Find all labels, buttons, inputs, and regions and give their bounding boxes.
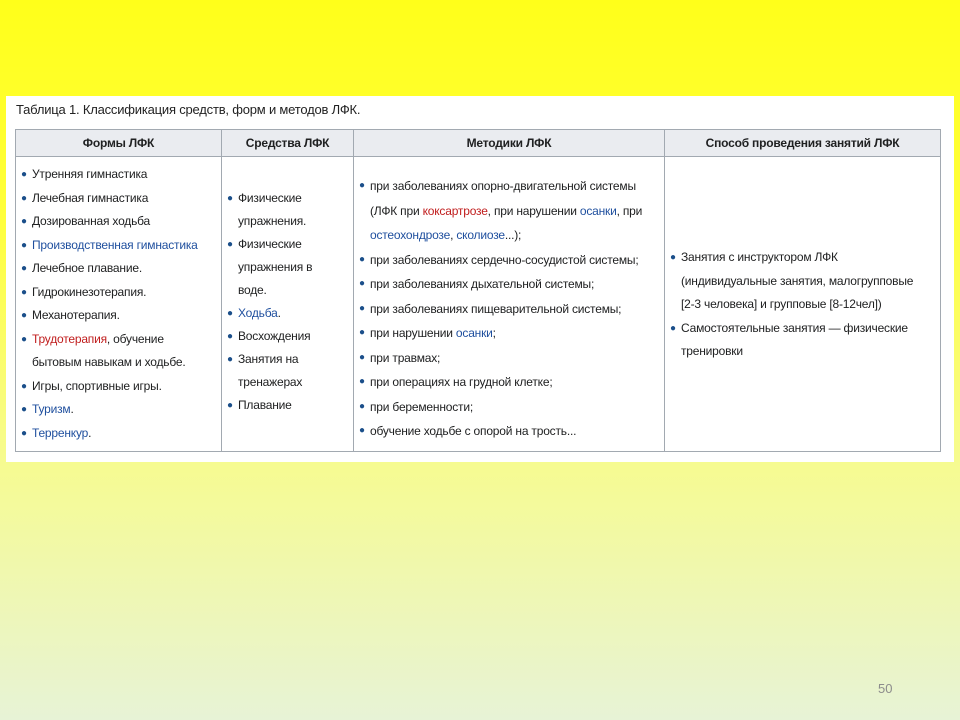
list-item: ● Утренняя гимнастика xyxy=(16,163,221,187)
link-occupational-therapy[interactable]: Трудотерапия xyxy=(32,331,107,346)
link-posture[interactable]: осанки xyxy=(579,203,617,218)
header-conduct: Способ проведения занятий ЛФК xyxy=(665,130,941,157)
list-item: ● Дозированная ходьба xyxy=(16,210,221,234)
table-caption: Таблица 1. Классификация средств, форм и методов ЛФК. xyxy=(16,102,361,117)
conduct-cell xyxy=(665,157,941,452)
bullet-icon: ● xyxy=(359,253,365,265)
bullet-icon: ● xyxy=(21,310,27,321)
list-item xyxy=(16,234,221,258)
header-forms: Формы ЛФК xyxy=(16,130,222,157)
link-scoliosis[interactable]: сколиозе xyxy=(456,228,505,242)
list-item: ● Занятия на тренажерах xyxy=(222,348,353,394)
list-item: ● Механотерапия. xyxy=(16,304,221,328)
list-item: ● Лечебное плавание. xyxy=(16,257,221,281)
header-row xyxy=(16,130,941,157)
content-row xyxy=(16,157,941,452)
list-item: ● при заболеваниях дыхательной системы; xyxy=(354,272,664,297)
bullet-icon: ● xyxy=(21,286,27,298)
list-item: ● Плавание xyxy=(222,394,353,417)
list-item: ● при нарушении осанки; xyxy=(354,321,664,346)
bullet-icon: ● xyxy=(21,169,27,180)
list-item: ● при операциях на грудной клетке; xyxy=(354,370,664,395)
bullet-icon: ● xyxy=(227,308,233,319)
bullet-icon: ● xyxy=(359,327,365,338)
list-item: ● Игры, спортивные игры. xyxy=(16,375,221,399)
lfk-classification-table xyxy=(15,129,941,452)
methods-cell xyxy=(354,157,665,452)
link-posture-2[interactable]: осанки xyxy=(455,326,493,340)
forms-cell xyxy=(16,157,222,452)
list-item: ● при травмах; xyxy=(354,346,664,371)
link-walking[interactable]: Ходьба xyxy=(238,306,278,320)
list-item: ● Ходьба. xyxy=(222,302,353,325)
page-number: 50 xyxy=(878,681,893,696)
bullet-icon: ● xyxy=(227,400,233,411)
bullet-icon: ● xyxy=(21,216,27,227)
forms-list xyxy=(16,157,221,445)
bullet-icon: ● xyxy=(227,239,233,250)
list-item: ● при заболеваниях пищеварительной системы; xyxy=(354,297,664,322)
bullet-icon: ● xyxy=(359,425,365,436)
bullet-icon: ● xyxy=(21,333,27,345)
link-coxarthrosis[interactable]: коксартрозе xyxy=(422,203,488,218)
bullet-icon: ● xyxy=(227,354,233,365)
list-item: ● Физические упражнения в воде. xyxy=(222,233,353,302)
list-item: ● при заболеваниях опорно-двигательной системы (ЛФК при коксартрозе, при нарушении осанки, при остеохондрозе, сколиозе...); xyxy=(354,174,664,248)
list-item: ● Восхождения xyxy=(222,325,353,348)
bullet-icon: ● xyxy=(21,263,27,274)
bullet-icon: ● xyxy=(670,252,676,263)
bullet-icon: ● xyxy=(21,427,27,439)
bullet-icon: ● xyxy=(670,322,676,334)
header-means: Средства ЛФК xyxy=(222,130,354,157)
list-item: ● Туризм. xyxy=(16,398,221,422)
conduct-list xyxy=(665,157,940,364)
header-methods: Методики ЛФК xyxy=(354,130,665,157)
bullet-icon: ● xyxy=(21,192,27,204)
means-cell xyxy=(222,157,354,452)
list-item: ● Трудотерапия, обучение бытовым навыкам и ходьбе. xyxy=(16,328,221,375)
bullet-icon: ● xyxy=(359,400,365,412)
list-item: ● при заболеваниях сердечно-сосудистой системы; xyxy=(354,248,664,273)
bullet-icon: ● xyxy=(21,239,27,251)
link-terrainkur[interactable]: Терренкур xyxy=(32,425,89,440)
list-item: ● Физические упражнения. xyxy=(222,187,353,233)
table-panel xyxy=(6,96,954,462)
list-item: ● обучение ходьбе с опорой на трость... xyxy=(354,419,664,444)
bullet-icon: ● xyxy=(359,302,365,314)
bullet-icon: ● xyxy=(359,180,365,191)
list-item: ● Терренкур. xyxy=(16,422,221,446)
bullet-icon: ● xyxy=(227,331,233,342)
bullet-icon: ● xyxy=(21,380,27,392)
list-item: ● Лечебная гимнастика xyxy=(16,187,221,211)
list-item: ● Гидрокинезотерапия. xyxy=(16,281,221,305)
bullet-icon: ● xyxy=(227,193,233,204)
bullet-icon: ● xyxy=(359,278,365,289)
list-item: ● Занятия с инструктором ЛФК (индивидуальные занятия, малогрупповые [2-3 человека] и групповые [8-12чел]) xyxy=(665,246,940,317)
link-osteochondrosis[interactable]: остеохондрозе xyxy=(370,228,451,242)
means-list xyxy=(222,157,353,417)
bullet-icon: ● xyxy=(21,404,27,415)
bullet-icon: ● xyxy=(359,351,365,363)
link-tourism[interactable]: Туризм xyxy=(32,402,71,416)
link-industrial-gymnastics[interactable]: Производственная гимнастика xyxy=(32,237,198,252)
methods-list xyxy=(354,157,664,444)
list-item: ● при беременности; xyxy=(354,395,664,420)
list-item: ● Самостоятельные занятия — физические тренировки xyxy=(665,317,940,364)
bullet-icon: ● xyxy=(359,376,365,387)
